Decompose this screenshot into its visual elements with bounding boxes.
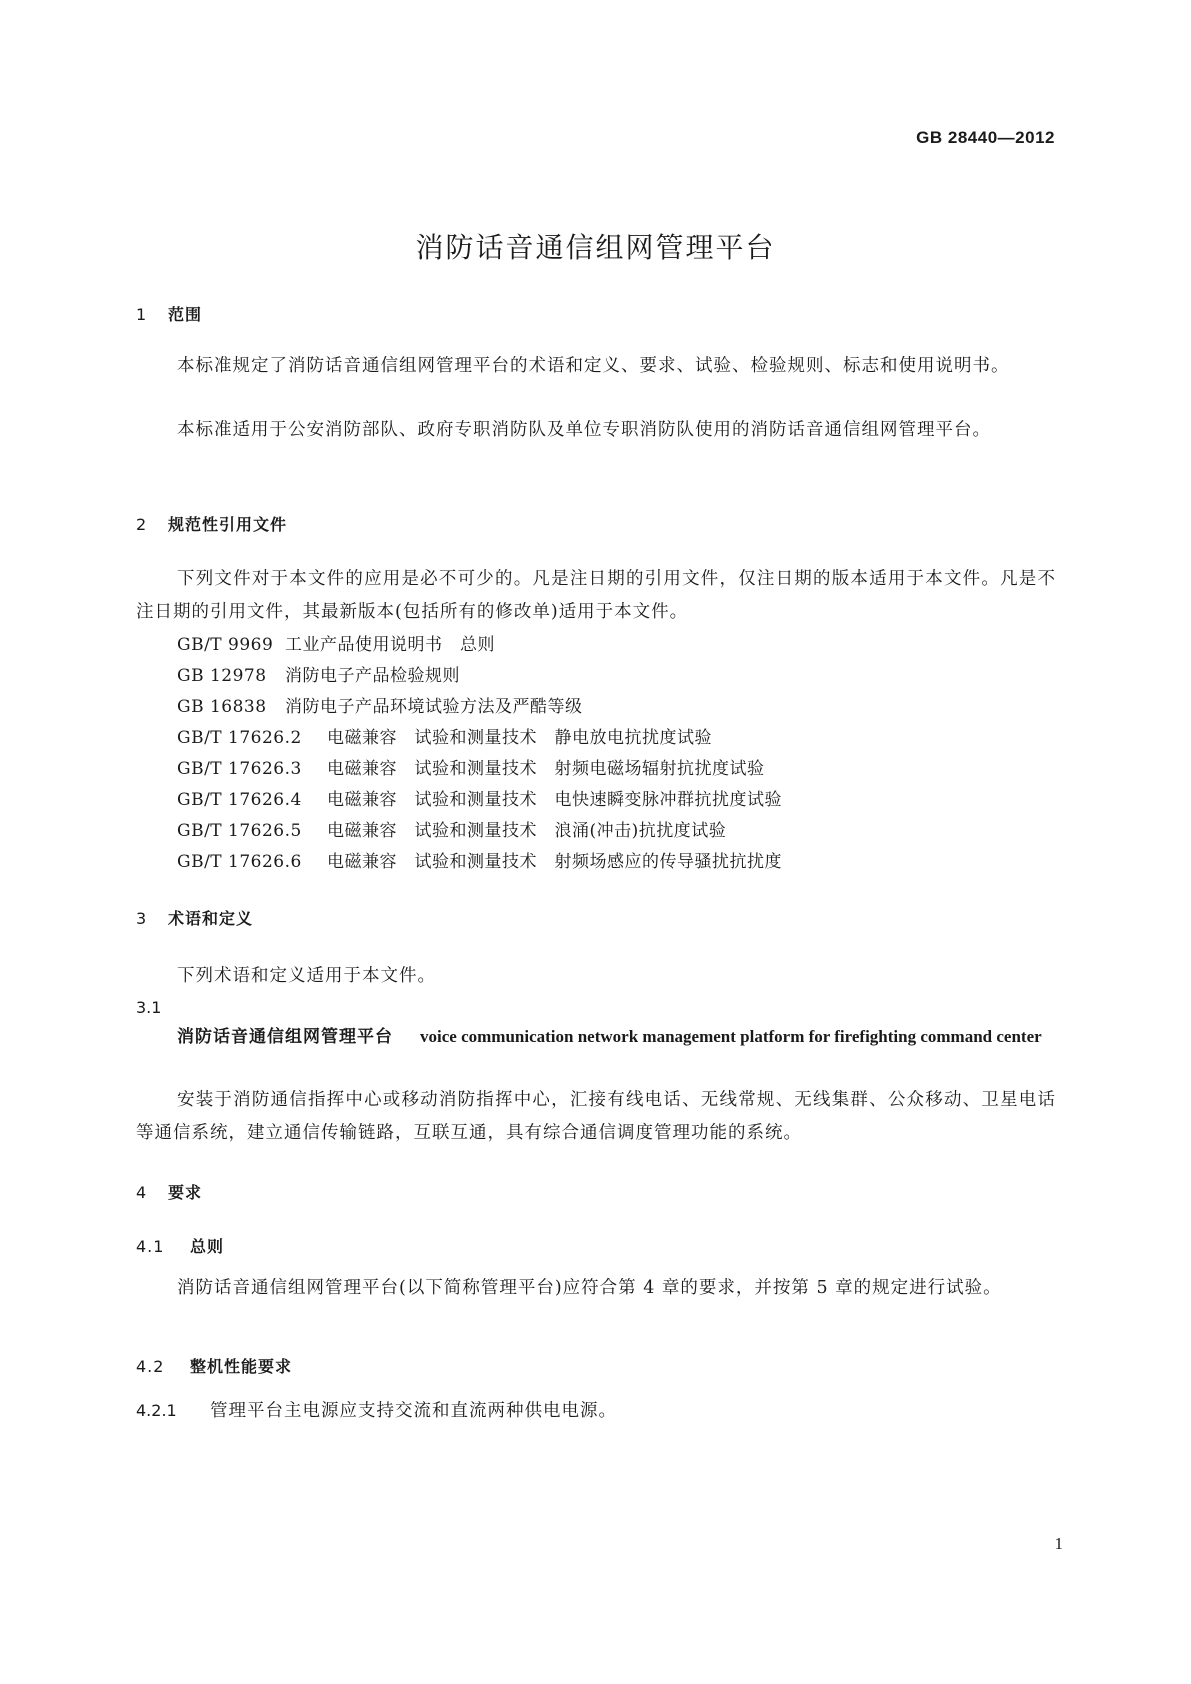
reference-title: 消防电子产品检验规则 — [285, 666, 460, 686]
clause-number: 4.1 — [136, 1237, 165, 1256]
reference-item — [177, 661, 460, 686]
section-number: 3 — [136, 909, 148, 928]
section-title: 要求 — [168, 1183, 203, 1202]
reference-code: GB/T 17626.3 — [177, 759, 302, 779]
reference-title: 电磁兼容 试验和测量技术 射频电磁场辐射抗扰度试验 — [327, 759, 765, 779]
term-definition: 安装于消防通信指挥中心或移动消防指挥中心，汇接有线电话、无线常规、无线集群、公众移动、卫星电话等通信系统，建立通信传输链路，互联互通，具有综合通信调度管理功能的系统。 — [136, 1090, 1056, 1143]
clause-title: 整机性能要求 — [190, 1357, 293, 1376]
reference-title: 电磁兼容 试验和测量技术 浪涌(冲击)抗扰度试验 — [327, 821, 727, 841]
reference-title: 工业产品使用说明书 总则 — [285, 635, 495, 655]
reference-item — [177, 754, 765, 779]
term-number: 3.1 — [136, 998, 162, 1017]
reference-item — [177, 847, 782, 872]
section-3-para-1: 下列术语和定义适用于本文件。 — [177, 966, 436, 986]
reference-title: 消防电子产品环境试验方法及严酷等级 — [285, 697, 583, 717]
reference-code: GB 12978 — [177, 666, 267, 686]
clause-text: 管理平台主电源应支持交流和直流两种供电电源。 — [210, 1401, 617, 1421]
reference-code: GB 16838 — [177, 697, 267, 717]
section-number: 4 — [136, 1183, 148, 1202]
reference-title: 电磁兼容 试验和测量技术 射频场感应的传导骚扰抗扰度 — [327, 852, 782, 872]
clause-4-2-1 — [136, 1397, 617, 1422]
reference-item — [177, 785, 782, 810]
term-entry — [136, 1021, 1056, 1053]
clause-number: 4.2.1 — [136, 1401, 177, 1420]
reference-code: GB/T 17626.6 — [177, 852, 302, 872]
clause-title: 总则 — [190, 1237, 225, 1256]
reference-title: 电磁兼容 试验和测量技术 静电放电抗扰度试验 — [327, 728, 712, 748]
reference-item — [177, 692, 583, 717]
term-english: voice communication network management platform for firefighting command center — [420, 1027, 1042, 1046]
clause-number: 4.2 — [136, 1357, 165, 1376]
term-chinese: 消防话音通信组网管理平台 — [177, 1027, 393, 1047]
section-1-para-1: 本标准规定了消防话音通信组网管理平台的术语和定义、要求、试验、检验规则、标志和使用说明书。 — [177, 356, 1010, 376]
reference-item — [177, 630, 495, 655]
section-title: 范围 — [168, 305, 203, 324]
section-number: 2 — [136, 515, 148, 534]
section-title: 术语和定义 — [168, 909, 254, 928]
reference-item — [177, 723, 712, 748]
clause-4-2-heading — [136, 1354, 292, 1377]
reference-code: GB/T 17626.4 — [177, 790, 302, 810]
clause-4-1-para: 消防话音通信组网管理平台(以下简称管理平台)应符合第 4 章的要求，并按第 5 章的规定进行试验。 — [177, 1278, 1002, 1298]
section-2-para-1: 下列文件对于本文件的应用是必不可少的。凡是注日期的引用文件，仅注日期的版本适用于本文件。凡是不注日期的引用文件，其最新版本(包括所有的修改单)适用于本文件。 — [136, 569, 1056, 622]
reference-code: GB/T 17626.2 — [177, 728, 302, 748]
reference-title: 电磁兼容 试验和测量技术 电快速瞬变脉冲群抗扰度试验 — [327, 790, 782, 810]
page-title: 消防话音通信组网管理平台 — [415, 231, 776, 264]
reference-code: GB/T 9969 — [177, 635, 274, 655]
page-number: 1 — [1054, 1534, 1063, 1553]
section-1-heading — [136, 302, 202, 325]
standard-number: GB 28440—2012 — [916, 128, 1055, 147]
section-4-heading — [136, 1180, 202, 1203]
section-1-para-2: 本标准适用于公安消防部队、政府专职消防队及单位专职消防队使用的消防话音通信组网管理平台。 — [177, 420, 991, 440]
reference-item — [177, 816, 726, 841]
clause-4-1-heading — [136, 1234, 224, 1257]
section-title: 规范性引用文件 — [168, 515, 288, 534]
reference-code: GB/T 17626.5 — [177, 821, 302, 841]
section-2-heading — [136, 512, 287, 535]
section-number: 1 — [136, 305, 148, 324]
section-3-heading — [136, 906, 253, 929]
